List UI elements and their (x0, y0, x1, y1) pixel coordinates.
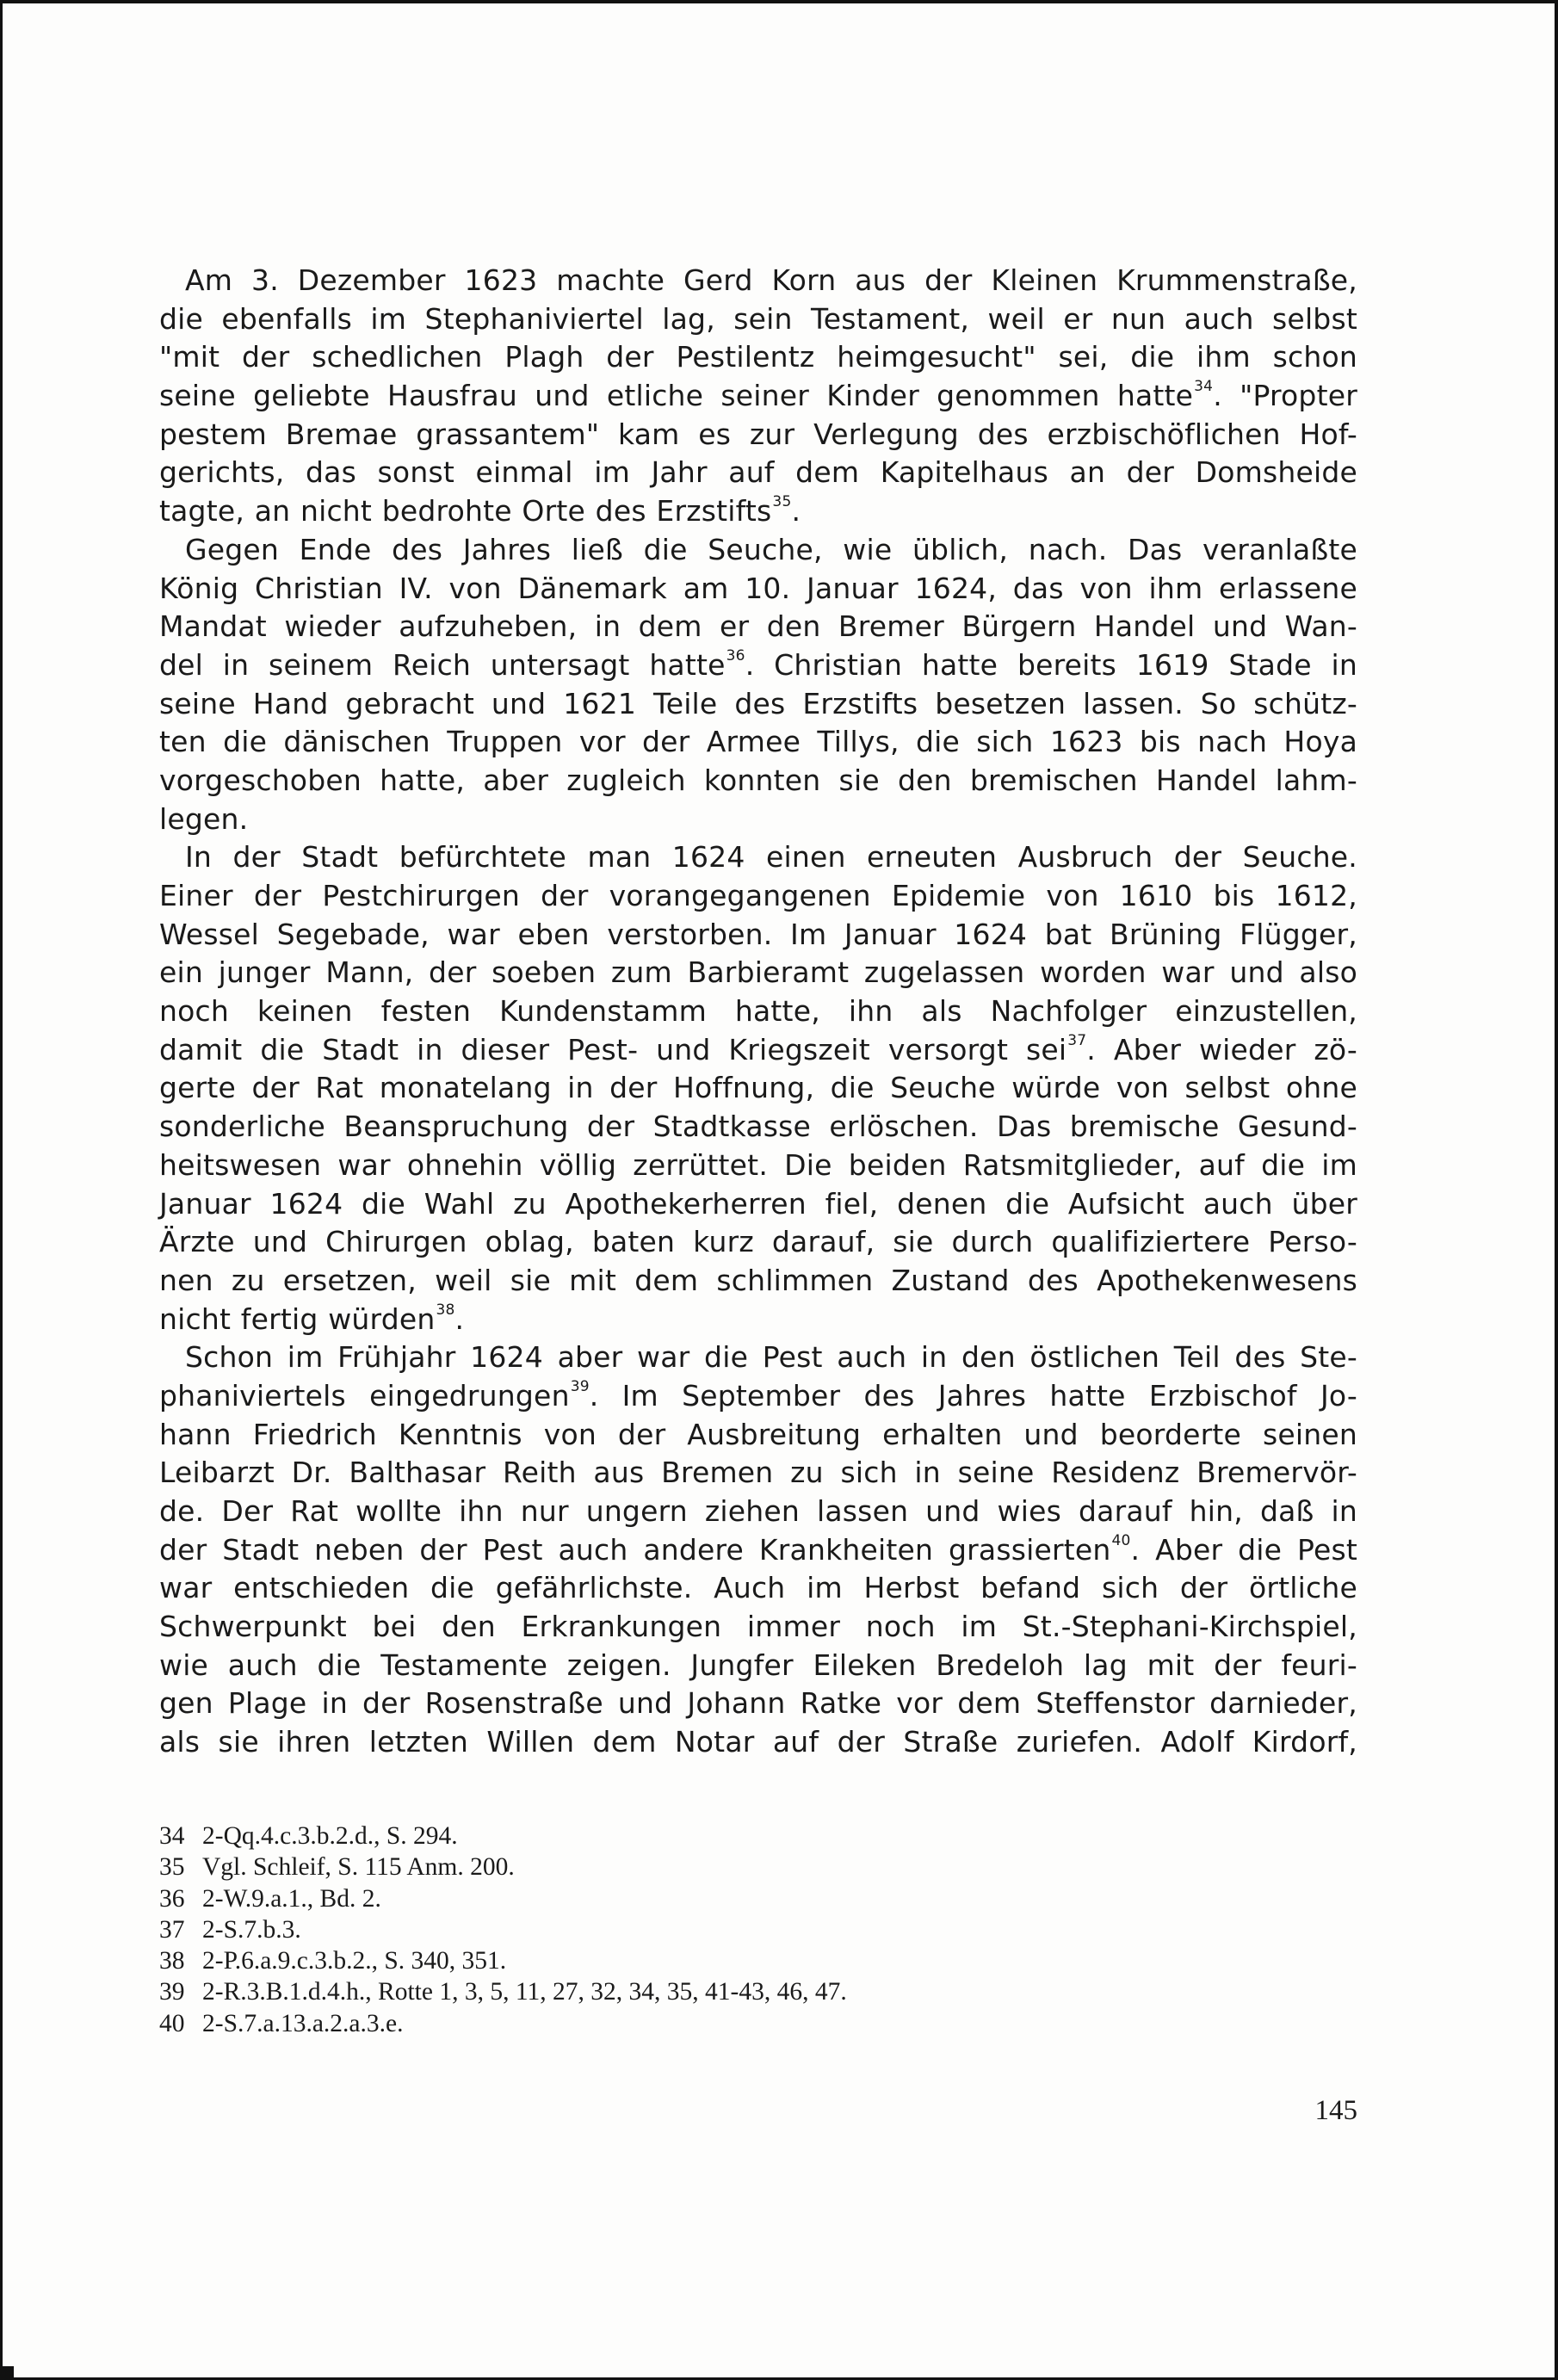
text-line (159, 1223, 1357, 1262)
text-line (159, 570, 1357, 609)
text-line (159, 1454, 1357, 1493)
line-text: die ebenfalls im Stephaniviertel lag, sein Testament, weil er nun auch selbst (159, 301, 1357, 336)
line-text: legen. (159, 801, 249, 836)
line-text-continued: . Im September des Jahres hatte Erzbischof Jo- (589, 1378, 1357, 1413)
line-text-continued: . Christian hatte bereits 1619 Stade in (745, 647, 1357, 682)
text-line (159, 492, 1357, 531)
footnotes (159, 1821, 1357, 2039)
line-text: pestem Bremae grassantem" kam es zur Verlegung des erzbischöflichen Hof- (159, 417, 1357, 451)
line-text: nen zu ersetzen, weil sie mit dem schlimmen Zustand des Apothekenwesens (159, 1263, 1357, 1297)
footnote-number: 38 (159, 1947, 185, 1975)
line-text: hann Friedrich Kenntnis von der Ausbreitung erhalten und beorderte seinen (159, 1417, 1357, 1451)
line-text: der Stadt neben der Pest auch andere Krankheiten grassierten (159, 1532, 1111, 1567)
line-text: Leibarzt Dr. Balthasar Reith aus Bremen zu sich in seine Residenz Bremervör- (159, 1456, 1357, 1490)
line-text-continued: . (454, 1301, 465, 1336)
line-text: Am 3. Dezember 1623 machte Gerd Korn aus der Kleinen Krummenstraße, (185, 263, 1357, 297)
text-line (159, 685, 1357, 724)
footnote-text: 2-P.6.a.9.c.3.b.2., S. 340, 351. (202, 1947, 507, 1975)
line-text: Januar 1624 die Wahl zu Apothekerherren fiel, denen die Aufsicht auch über (159, 1186, 1357, 1221)
footnote-text: Vgl. Schleif, S. 115 Anm. 200. (202, 1853, 515, 1882)
text-line (159, 1723, 1357, 1762)
footnote-number: 39 (159, 1978, 185, 2006)
line-text: Mandat wieder aufzuheben, in dem er den Bremer Bürgern Handel und Wan- (159, 609, 1357, 644)
scan-corner-mark (0, 2366, 14, 2380)
line-text: vorgeschoben hatte, aber zugleich konnten sie den bremischen Handel lahm- (159, 763, 1357, 797)
text-line (159, 1531, 1357, 1570)
line-text: Schon im Frühjahr 1624 aber war die Pest auch in den östlichen Teil des Ste- (185, 1340, 1357, 1375)
text-line (159, 1608, 1357, 1647)
text-line (159, 531, 1357, 570)
text-line (159, 1262, 1357, 1301)
line-text: heitswesen war ohnehin völlig zerrüttet. Die beiden Ratsmitglieder, auf die im (159, 1147, 1357, 1182)
footnote-reference[interactable]: 39 (570, 1377, 590, 1395)
footnote-reference[interactable]: 38 (436, 1301, 455, 1319)
text-line (159, 300, 1357, 339)
line-text-continued: . (791, 494, 801, 529)
footnote (159, 1883, 1357, 1914)
footnote-reference[interactable]: 37 (1067, 1031, 1087, 1049)
text-line (159, 1377, 1357, 1416)
footnote (159, 2008, 1357, 2039)
footnote (159, 1945, 1357, 1976)
line-text: gerte der Rat monatelang in der Hoffnung, die Seuche würde von selbst ohne (159, 1071, 1357, 1105)
text-line (159, 801, 1357, 839)
line-text: sonderliche Beanspruchung der Stadtkasse erlöschen. Das bremische Gesund- (159, 1110, 1357, 1144)
line-text-continued: . "Propter (1213, 379, 1357, 413)
text-line (159, 454, 1357, 492)
text-line (159, 838, 1357, 877)
line-text-continued: . Aber wieder zö- (1086, 1032, 1357, 1066)
footnote-text: 2-Qq.4.c.3.b.2.d., S. 294. (202, 1822, 458, 1850)
footnote-number: 36 (159, 1884, 185, 1913)
text-line (159, 1301, 1357, 1339)
footnote-text: 2-S.7.a.13.a.2.a.3.e. (202, 2009, 404, 2037)
line-text: gen Plage in der Rosenstraße und Johann Ratke vor dem Steffenstor darnieder, (159, 1686, 1357, 1721)
text-line (159, 608, 1357, 646)
text-line (159, 723, 1357, 762)
footnote-reference[interactable]: 34 (1194, 378, 1214, 396)
text-line (159, 338, 1357, 377)
line-text: "mit der schedlichen Plagh der Pestilentz heimgesucht" sei, die ihm schon (159, 340, 1357, 374)
text-line (159, 1647, 1357, 1685)
line-text: Ärzte und Chirurgen oblag, baten kurz darauf, sie durch qualifiziertere Perso- (159, 1225, 1357, 1259)
line-text: wie auch die Testamente zeigen. Jungfer Eileken Bredeloh lag mit der feuri- (159, 1647, 1357, 1682)
footnote (159, 1821, 1357, 1851)
footnote-text: 2-W.9.a.1., Bd. 2. (202, 1884, 381, 1913)
text-line (159, 992, 1357, 1031)
footnote-text: 2-S.7.b.3. (202, 1915, 301, 1944)
footnote-number: 34 (159, 1822, 185, 1850)
line-text: ten die dänischen Truppen vor der Armee Tillys, die sich 1623 bis nach Hoya (159, 725, 1357, 759)
text-line (159, 1416, 1357, 1455)
text-line (159, 416, 1357, 454)
line-text: nicht fertig würden (159, 1301, 436, 1336)
text-line (159, 1493, 1357, 1531)
line-text: seine geliebte Hausfrau und etliche seiner Kinder genommen hatte (159, 379, 1194, 413)
line-text: König Christian IV. von Dänemark am 10. Januar 1624, das von ihm erlassene (159, 571, 1357, 605)
text-line (159, 877, 1357, 916)
line-text: Schwerpunkt bei den Erkrankungen immer noch im St.-Stephani-Kirchspiel, (159, 1610, 1357, 1644)
body-text (159, 262, 1357, 1762)
text-line (159, 762, 1357, 801)
line-text: damit die Stadt in dieser Pest- und Kriegszeit versorgt sei (159, 1032, 1067, 1066)
line-text: Gegen Ende des Jahres ließ die Seuche, wie üblich, nach. Das veranlaßte (185, 532, 1357, 566)
line-text: tagte, an nicht bedrohte Orte des Erzstifts (159, 494, 772, 529)
text-line (159, 954, 1357, 992)
footnote-number: 35 (159, 1853, 185, 1882)
footnote-reference[interactable]: 36 (726, 646, 745, 665)
line-text: del in seinem Reich untersagt hatte (159, 647, 726, 682)
footnote (159, 1851, 1357, 1882)
line-text: als sie ihren letzten Willen dem Notar auf der Straße zuriefen. Adolf Kirdorf, (159, 1725, 1357, 1759)
line-text: In der Stadt befürchtete man 1624 einen erneuten Ausbruch der Seuche. (185, 840, 1357, 875)
text-line (159, 1185, 1357, 1224)
line-text: gerichts, das sonst einmal im Jahr auf dem Kapitelhaus an der Domsheide (159, 455, 1357, 490)
text-line (159, 1069, 1357, 1108)
text-line (159, 1031, 1357, 1070)
text-line (159, 1685, 1357, 1723)
footnote-text: 2-R.3.B.1.d.4.h., Rotte 1, 3, 5, 11, 27, 32, 34, 35, 41-43, 46, 47. (202, 1978, 847, 2006)
footnote-number: 37 (159, 1915, 185, 1944)
footnote-number: 40 (159, 2009, 185, 2037)
footnote-reference[interactable]: 35 (772, 493, 792, 511)
line-text: Einer der Pestchirurgen der vorangegangenen Epidemie von 1610 bis 1612, (159, 879, 1357, 912)
text-line (159, 262, 1357, 300)
line-text: phaniviertels eingedrungen (159, 1378, 570, 1413)
line-text-continued: . Aber die Pest (1130, 1532, 1357, 1567)
footnote-reference[interactable]: 40 (1111, 1531, 1131, 1549)
text-line (159, 377, 1357, 416)
text-line (159, 646, 1357, 685)
page-number: 145 (1314, 2095, 1357, 2126)
footnote (159, 1914, 1357, 1945)
line-text: de. Der Rat wollte ihn nur ungern ziehen lassen und wies darauf hin, daß in (159, 1494, 1357, 1528)
text-line (159, 1108, 1357, 1147)
footnote (159, 1976, 1357, 2007)
line-text: Wessel Segebade, war eben verstorben. Im Januar 1624 bat Brüning Flügger, (159, 917, 1357, 951)
text-line (159, 1569, 1357, 1608)
line-text: ein junger Mann, der soeben zum Barbieramt zugelassen worden war und also (159, 955, 1357, 990)
text-line (159, 1338, 1357, 1377)
line-text: seine Hand gebracht und 1621 Teile des Erzstifts besetzen lassen. So schütz- (159, 686, 1357, 720)
line-text: war entschieden die gefährlichste. Auch im Herbst befand sich der örtliche (159, 1571, 1357, 1605)
text-line (159, 1147, 1357, 1185)
text-line (159, 916, 1357, 955)
line-text: noch keinen festen Kundenstamm hatte, ihn als Nachfolger einzustellen, (159, 994, 1357, 1029)
